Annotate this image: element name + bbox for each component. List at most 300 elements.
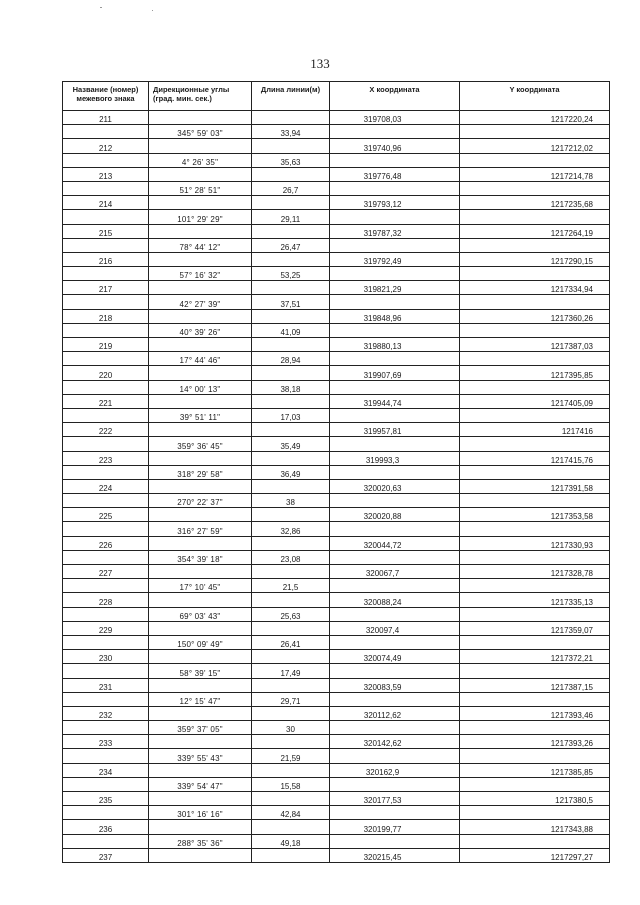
- empty-cell: [252, 735, 330, 749]
- direction-angle-cell: 78° 44' 12": [149, 238, 252, 252]
- direction-angle-cell: 69° 03' 43": [149, 607, 252, 621]
- column-header-x: X координата: [330, 82, 460, 111]
- empty-cell: [252, 565, 330, 579]
- empty-cell: [460, 210, 610, 224]
- line-length-cell: 26,7: [252, 181, 330, 195]
- empty-cell: [149, 820, 252, 834]
- empty-cell: [460, 550, 610, 564]
- table-row-segment: [63, 721, 610, 735]
- table-row-point: [63, 536, 610, 550]
- point-name-cell: 229: [63, 621, 149, 635]
- y-coordinate-cell: 1217235,68: [460, 196, 610, 210]
- line-length-cell: 29,11: [252, 210, 330, 224]
- table-row-point: [63, 338, 610, 352]
- empty-cell: [149, 139, 252, 153]
- empty-cell: [149, 309, 252, 323]
- point-name-cell: 217: [63, 281, 149, 295]
- direction-angle-cell: 288° 35' 36": [149, 834, 252, 848]
- point-name-cell: 213: [63, 167, 149, 181]
- direction-angle-cell: 359° 37' 05": [149, 721, 252, 735]
- empty-cell: [252, 451, 330, 465]
- empty-cell: [330, 181, 460, 195]
- table-row-segment: [63, 352, 610, 366]
- direction-angle-cell: 150° 09' 49": [149, 635, 252, 649]
- x-coordinate-cell: 319792,49: [330, 252, 460, 266]
- x-coordinate-cell: 320088,24: [330, 593, 460, 607]
- y-coordinate-cell: 1217264,19: [460, 224, 610, 238]
- table-row-point: [63, 281, 610, 295]
- empty-cell: [63, 295, 149, 309]
- line-length-cell: 29,71: [252, 692, 330, 706]
- empty-cell: [460, 153, 610, 167]
- empty-cell: [63, 522, 149, 536]
- empty-cell: [149, 111, 252, 125]
- direction-angle-cell: 42° 27' 39": [149, 295, 252, 309]
- empty-cell: [149, 508, 252, 522]
- empty-cell: [149, 848, 252, 862]
- empty-cell: [149, 792, 252, 806]
- point-name-cell: 226: [63, 536, 149, 550]
- empty-cell: [149, 650, 252, 664]
- empty-cell: [330, 465, 460, 479]
- empty-cell: [63, 692, 149, 706]
- empty-cell: [149, 167, 252, 181]
- empty-cell: [149, 678, 252, 692]
- y-coordinate-cell: 1217387,15: [460, 678, 610, 692]
- x-coordinate-cell: 319708,03: [330, 111, 460, 125]
- point-name-cell: 233: [63, 735, 149, 749]
- empty-cell: [63, 323, 149, 337]
- table-row-segment: [63, 408, 610, 422]
- direction-angle-cell: 316° 27' 59": [149, 522, 252, 536]
- x-coordinate-cell: 319907,69: [330, 366, 460, 380]
- table-row-point: [63, 565, 610, 579]
- scan-speck: [100, 7, 102, 8]
- table-row-point: [63, 252, 610, 266]
- empty-cell: [252, 792, 330, 806]
- empty-cell: [460, 238, 610, 252]
- point-name-cell: 215: [63, 224, 149, 238]
- table-row-segment: [63, 834, 610, 848]
- empty-cell: [330, 380, 460, 394]
- empty-cell: [460, 352, 610, 366]
- line-length-cell: 41,09: [252, 323, 330, 337]
- x-coordinate-cell: 320162,9: [330, 763, 460, 777]
- empty-cell: [330, 437, 460, 451]
- x-coordinate-cell: 320020,63: [330, 479, 460, 493]
- empty-cell: [252, 706, 330, 720]
- table-row-segment: [63, 494, 610, 508]
- y-coordinate-cell: 1217391,58: [460, 479, 610, 493]
- table-row-point: [63, 167, 610, 181]
- empty-cell: [149, 224, 252, 238]
- empty-cell: [252, 621, 330, 635]
- empty-cell: [252, 366, 330, 380]
- table-row-segment: [63, 749, 610, 763]
- line-length-cell: 35,63: [252, 153, 330, 167]
- empty-cell: [63, 806, 149, 820]
- table-row-segment: [63, 806, 610, 820]
- line-length-cell: 30: [252, 721, 330, 735]
- empty-cell: [330, 579, 460, 593]
- table-row-point: [63, 678, 610, 692]
- y-coordinate-cell: 1217385,85: [460, 763, 610, 777]
- empty-cell: [330, 323, 460, 337]
- empty-cell: [149, 338, 252, 352]
- empty-cell: [63, 494, 149, 508]
- table-row-segment: [63, 238, 610, 252]
- empty-cell: [63, 635, 149, 649]
- empty-cell: [149, 706, 252, 720]
- table-row-point: [63, 309, 610, 323]
- empty-cell: [63, 408, 149, 422]
- table-row-segment: [63, 210, 610, 224]
- empty-cell: [330, 607, 460, 621]
- x-coordinate-cell: 320044,72: [330, 536, 460, 550]
- empty-cell: [330, 749, 460, 763]
- empty-cell: [149, 394, 252, 408]
- empty-cell: [252, 423, 330, 437]
- empty-cell: [460, 125, 610, 139]
- line-length-cell: 53,25: [252, 267, 330, 281]
- x-coordinate-cell: 319740,96: [330, 139, 460, 153]
- table-row-segment: [63, 607, 610, 621]
- y-coordinate-cell: 1217393,26: [460, 735, 610, 749]
- empty-cell: [149, 536, 252, 550]
- empty-cell: [252, 309, 330, 323]
- empty-cell: [330, 834, 460, 848]
- empty-cell: [252, 338, 330, 352]
- empty-cell: [149, 621, 252, 635]
- column-header-name: Название (номер) межевого знака: [63, 82, 149, 111]
- empty-cell: [330, 267, 460, 281]
- empty-cell: [252, 763, 330, 777]
- point-name-cell: 235: [63, 792, 149, 806]
- x-coordinate-cell: 320083,59: [330, 678, 460, 692]
- empty-cell: [149, 281, 252, 295]
- empty-cell: [330, 777, 460, 791]
- line-length-cell: 35,49: [252, 437, 330, 451]
- empty-cell: [460, 664, 610, 678]
- direction-angle-cell: 318° 29' 58": [149, 465, 252, 479]
- x-coordinate-cell: 320020,88: [330, 508, 460, 522]
- empty-cell: [330, 522, 460, 536]
- table-row-point: [63, 366, 610, 380]
- point-name-cell: 216: [63, 252, 149, 266]
- y-coordinate-cell: 1217393,46: [460, 706, 610, 720]
- y-coordinate-cell: 1217328,78: [460, 565, 610, 579]
- direction-angle-cell: 339° 54' 47": [149, 777, 252, 791]
- empty-cell: [252, 224, 330, 238]
- empty-cell: [252, 111, 330, 125]
- direction-angle-cell: 17° 44' 46": [149, 352, 252, 366]
- point-name-cell: 227: [63, 565, 149, 579]
- empty-cell: [149, 252, 252, 266]
- y-coordinate-cell: 1217416: [460, 423, 610, 437]
- point-name-cell: 222: [63, 423, 149, 437]
- table-row-segment: [63, 664, 610, 678]
- scan-speck: [152, 10, 153, 11]
- empty-cell: [460, 465, 610, 479]
- table-row-segment: [63, 777, 610, 791]
- x-coordinate-cell: 320177,53: [330, 792, 460, 806]
- x-coordinate-cell: 319880,13: [330, 338, 460, 352]
- empty-cell: [330, 238, 460, 252]
- table-row-point: [63, 621, 610, 635]
- y-coordinate-cell: 1217380,5: [460, 792, 610, 806]
- y-coordinate-cell: 1217330,93: [460, 536, 610, 550]
- table-row-point: [63, 451, 610, 465]
- direction-angle-cell: 51° 28' 51": [149, 181, 252, 195]
- direction-angle-cell: 14° 00' 13": [149, 380, 252, 394]
- y-coordinate-cell: 1217335,13: [460, 593, 610, 607]
- line-length-cell: 37,51: [252, 295, 330, 309]
- point-name-cell: 225: [63, 508, 149, 522]
- x-coordinate-cell: 319993,3: [330, 451, 460, 465]
- line-length-cell: 25,63: [252, 607, 330, 621]
- table-row-segment: [63, 181, 610, 195]
- x-coordinate-cell: 320142,62: [330, 735, 460, 749]
- empty-cell: [460, 635, 610, 649]
- x-coordinate-cell: 320074,49: [330, 650, 460, 664]
- y-coordinate-cell: 1217395,85: [460, 366, 610, 380]
- point-name-cell: 214: [63, 196, 149, 210]
- y-coordinate-cell: 1217212,02: [460, 139, 610, 153]
- table-row-point: [63, 763, 610, 777]
- table-row-point: [63, 820, 610, 834]
- x-coordinate-cell: 320097,4: [330, 621, 460, 635]
- direction-angle-cell: 39° 51' 11": [149, 408, 252, 422]
- x-coordinate-cell: 319957,81: [330, 423, 460, 437]
- empty-cell: [63, 721, 149, 735]
- direction-angle-cell: 101° 29' 29": [149, 210, 252, 224]
- point-name-cell: 224: [63, 479, 149, 493]
- empty-cell: [63, 238, 149, 252]
- direction-angle-cell: 270° 22' 37": [149, 494, 252, 508]
- empty-cell: [460, 295, 610, 309]
- line-length-cell: 15,58: [252, 777, 330, 791]
- table-row-segment: [63, 579, 610, 593]
- empty-cell: [330, 295, 460, 309]
- table-row-point: [63, 111, 610, 125]
- table-row-point: [63, 735, 610, 749]
- line-length-cell: 36,49: [252, 465, 330, 479]
- x-coordinate-cell: 320199,77: [330, 820, 460, 834]
- empty-cell: [460, 749, 610, 763]
- y-coordinate-cell: 1217214,78: [460, 167, 610, 181]
- table-header-row: [63, 82, 610, 111]
- direction-angle-cell: 339° 55' 43": [149, 749, 252, 763]
- empty-cell: [460, 267, 610, 281]
- y-coordinate-cell: 1217353,58: [460, 508, 610, 522]
- table-row-segment: [63, 380, 610, 394]
- direction-angle-cell: 40° 39' 26": [149, 323, 252, 337]
- empty-cell: [149, 763, 252, 777]
- line-length-cell: 21,59: [252, 749, 330, 763]
- empty-cell: [460, 777, 610, 791]
- line-length-cell: 33,94: [252, 125, 330, 139]
- empty-cell: [149, 196, 252, 210]
- x-coordinate-cell: 319821,29: [330, 281, 460, 295]
- x-coordinate-cell: 319776,48: [330, 167, 460, 181]
- table-row-point: [63, 848, 610, 862]
- table-row-point: [63, 196, 610, 210]
- empty-cell: [63, 579, 149, 593]
- empty-cell: [460, 607, 610, 621]
- empty-cell: [330, 125, 460, 139]
- empty-cell: [252, 820, 330, 834]
- y-coordinate-cell: 1217334,94: [460, 281, 610, 295]
- page-number: 133: [310, 56, 330, 71]
- table-row-point: [63, 706, 610, 720]
- line-length-cell: 23,08: [252, 550, 330, 564]
- table-body: [63, 111, 610, 863]
- empty-cell: [330, 550, 460, 564]
- point-name-cell: 221: [63, 394, 149, 408]
- point-name-cell: 236: [63, 820, 149, 834]
- column-header-length: Длина линии(м): [252, 82, 330, 111]
- empty-cell: [460, 579, 610, 593]
- empty-cell: [460, 692, 610, 706]
- y-coordinate-cell: 1217387,03: [460, 338, 610, 352]
- table-row-segment: [63, 692, 610, 706]
- empty-cell: [63, 777, 149, 791]
- empty-cell: [460, 806, 610, 820]
- line-length-cell: 17,03: [252, 408, 330, 422]
- empty-cell: [63, 125, 149, 139]
- point-name-cell: 234: [63, 763, 149, 777]
- direction-angle-cell: 345° 59' 03": [149, 125, 252, 139]
- y-coordinate-cell: 1217405,09: [460, 394, 610, 408]
- table-row-point: [63, 792, 610, 806]
- empty-cell: [252, 536, 330, 550]
- direction-angle-cell: 354° 39' 18": [149, 550, 252, 564]
- empty-cell: [252, 394, 330, 408]
- table-row-segment: [63, 465, 610, 479]
- empty-cell: [330, 352, 460, 366]
- empty-cell: [149, 366, 252, 380]
- empty-cell: [330, 806, 460, 820]
- point-name-cell: 228: [63, 593, 149, 607]
- table-row-segment: [63, 635, 610, 649]
- empty-cell: [63, 352, 149, 366]
- empty-cell: [149, 423, 252, 437]
- y-coordinate-cell: 1217220,24: [460, 111, 610, 125]
- x-coordinate-cell: 319787,32: [330, 224, 460, 238]
- direction-angle-cell: 58° 39' 15": [149, 664, 252, 678]
- y-coordinate-cell: 1217415,76: [460, 451, 610, 465]
- x-coordinate-cell: 319848,96: [330, 309, 460, 323]
- y-coordinate-cell: 1217360,26: [460, 309, 610, 323]
- empty-cell: [149, 593, 252, 607]
- empty-cell: [149, 735, 252, 749]
- column-header-y: Y координата: [460, 82, 610, 111]
- table-row-point: [63, 394, 610, 408]
- y-coordinate-cell: 1217290,15: [460, 252, 610, 266]
- point-name-cell: 230: [63, 650, 149, 664]
- table-row-segment: [63, 125, 610, 139]
- empty-cell: [252, 650, 330, 664]
- empty-cell: [460, 834, 610, 848]
- empty-cell: [330, 494, 460, 508]
- empty-cell: [252, 479, 330, 493]
- x-coordinate-cell: 320215,45: [330, 848, 460, 862]
- table-row-segment: [63, 267, 610, 281]
- point-name-cell: 220: [63, 366, 149, 380]
- empty-cell: [330, 664, 460, 678]
- line-length-cell: 38,18: [252, 380, 330, 394]
- empty-cell: [330, 408, 460, 422]
- direction-angle-cell: 57° 16' 32": [149, 267, 252, 281]
- empty-cell: [460, 380, 610, 394]
- line-length-cell: 17,49: [252, 664, 330, 678]
- boundary-marks-table: [62, 81, 610, 863]
- empty-cell: [460, 522, 610, 536]
- table-row-point: [63, 224, 610, 238]
- empty-cell: [252, 167, 330, 181]
- empty-cell: [63, 550, 149, 564]
- empty-cell: [330, 721, 460, 735]
- x-coordinate-cell: 319944,74: [330, 394, 460, 408]
- x-coordinate-cell: 320112,62: [330, 706, 460, 720]
- point-name-cell: 223: [63, 451, 149, 465]
- y-coordinate-cell: 1217359,07: [460, 621, 610, 635]
- table-row-point: [63, 423, 610, 437]
- empty-cell: [63, 437, 149, 451]
- empty-cell: [252, 508, 330, 522]
- direction-angle-cell: 17° 10' 45": [149, 579, 252, 593]
- x-coordinate-cell: 320067,7: [330, 565, 460, 579]
- empty-cell: [460, 323, 610, 337]
- empty-cell: [252, 281, 330, 295]
- table-row-segment: [63, 153, 610, 167]
- empty-cell: [63, 181, 149, 195]
- empty-cell: [460, 408, 610, 422]
- table-row-segment: [63, 295, 610, 309]
- table-row-point: [63, 593, 610, 607]
- line-length-cell: 26,41: [252, 635, 330, 649]
- point-name-cell: 212: [63, 139, 149, 153]
- empty-cell: [330, 210, 460, 224]
- empty-cell: [252, 139, 330, 153]
- empty-cell: [63, 465, 149, 479]
- y-coordinate-cell: 1217297,27: [460, 848, 610, 862]
- column-header-direction: Дирекционные углы (град. мин. сек.): [149, 82, 252, 111]
- line-length-cell: 28,94: [252, 352, 330, 366]
- table-row-point: [63, 508, 610, 522]
- line-length-cell: 26,47: [252, 238, 330, 252]
- empty-cell: [460, 721, 610, 735]
- direction-angle-cell: 12° 15' 47": [149, 692, 252, 706]
- direction-angle-cell: 301° 16' 16": [149, 806, 252, 820]
- empty-cell: [460, 437, 610, 451]
- empty-cell: [252, 593, 330, 607]
- empty-cell: [149, 479, 252, 493]
- table-row-point: [63, 139, 610, 153]
- empty-cell: [460, 181, 610, 195]
- line-length-cell: 32,86: [252, 522, 330, 536]
- table-row-segment: [63, 550, 610, 564]
- table-row-point: [63, 479, 610, 493]
- point-name-cell: 219: [63, 338, 149, 352]
- point-name-cell: 218: [63, 309, 149, 323]
- empty-cell: [252, 848, 330, 862]
- empty-cell: [460, 494, 610, 508]
- empty-cell: [252, 252, 330, 266]
- direction-angle-cell: 359° 36' 45": [149, 437, 252, 451]
- line-length-cell: 49,18: [252, 834, 330, 848]
- empty-cell: [330, 153, 460, 167]
